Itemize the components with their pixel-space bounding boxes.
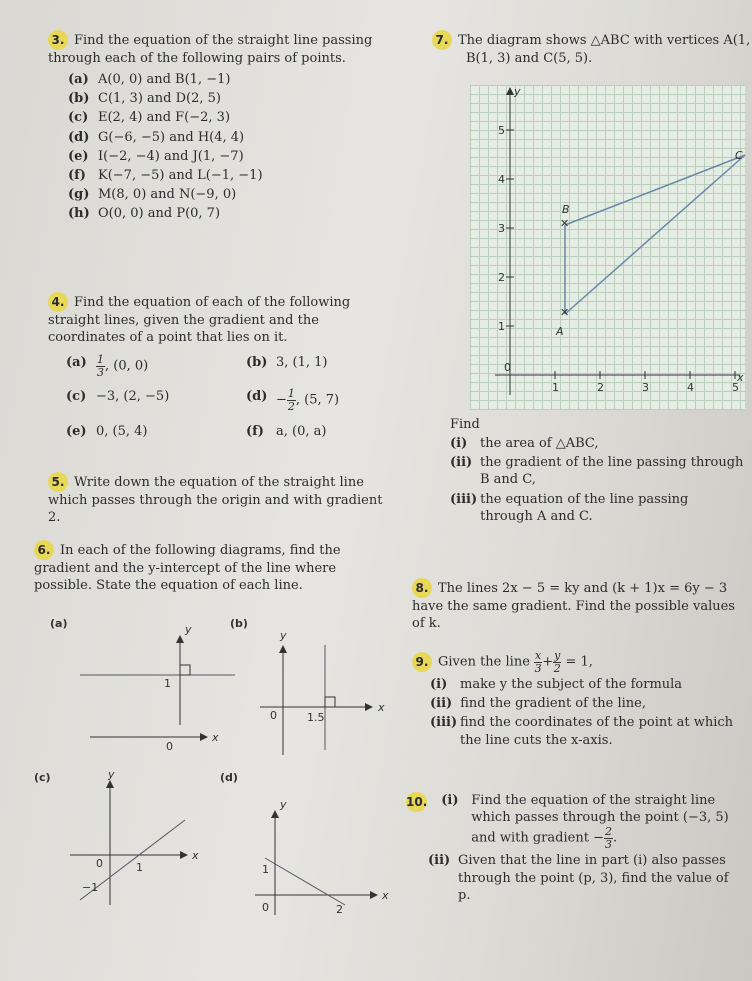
x-tick-label: 5 <box>732 381 739 394</box>
y-tick-label: 2 <box>498 271 505 284</box>
svg-text:0: 0 <box>262 901 269 914</box>
question-text: Find the equation of the straight line which passes through the point (−3, 5) and with gradient <box>471 793 729 846</box>
part-text: O(0, 0) and P(0, 7) <box>98 206 221 222</box>
fraction: $\frac{y}{2}$ <box>553 649 561 675</box>
question-6 <box>34 540 394 594</box>
diagram-label: (a) <box>50 617 68 630</box>
question-number: 7. <box>432 30 452 50</box>
part-text: the gradient of the line passing through B and C, <box>480 455 744 488</box>
svg-text:x: x <box>192 849 199 862</box>
y-tick-label: 5 <box>498 124 505 137</box>
question-part <box>430 714 742 748</box>
fraction: $\frac{x}{3}$ <box>534 649 542 675</box>
part-text: M(8, 0) and N(−9, 0) <box>98 187 237 203</box>
question-text: Write down the equation of the straight line which passes through the origin and with gradient 2. <box>48 475 383 526</box>
part-label: (f) <box>68 167 86 183</box>
axis-label: x <box>737 371 744 384</box>
svg-text:1: 1 <box>136 861 143 874</box>
part-label: (a) <box>68 72 89 88</box>
part-label: (i) <box>430 677 448 693</box>
question-part <box>68 71 388 88</box>
part-text: −3, (2, −5) <box>96 389 170 405</box>
question-part <box>450 435 745 452</box>
question-part <box>246 423 406 440</box>
part-text: G(−6, −5) and H(4, 4) <box>98 129 245 145</box>
x-tick-label: 4 <box>687 381 694 394</box>
x-tick-label: 2 <box>597 381 604 394</box>
part-text: 3, (1, 1) <box>276 355 328 371</box>
question-number: 3. <box>48 30 68 50</box>
origin-label: 0 <box>504 361 511 374</box>
point-label-c: C <box>735 149 743 162</box>
point-a-marker: ✕ <box>560 306 570 319</box>
svg-text:y: y <box>280 798 287 811</box>
line-bc <box>565 155 745 225</box>
y-tick-label: 1 <box>498 320 505 333</box>
question-part <box>68 129 388 146</box>
point-b-marker: ✕ <box>560 217 570 230</box>
svg-text:1: 1 <box>262 863 269 876</box>
part-label: (f) <box>246 423 264 439</box>
svg-text:y: y <box>280 629 287 642</box>
x-tick-label: 1 <box>552 381 559 394</box>
svg-text:0: 0 <box>270 709 277 722</box>
part-text: make y the subject of the formula <box>460 677 683 693</box>
question-part <box>66 423 246 440</box>
part-text: a, (0, a) <box>276 423 327 439</box>
question-7 <box>432 30 752 67</box>
axis-label: y <box>185 623 192 636</box>
part-text: C(1, 3) and D(2, 5) <box>98 91 221 107</box>
part-text: A(0, 0) and B(1, −1) <box>98 72 231 88</box>
part-label: (a) <box>66 355 87 371</box>
part-label: (b) <box>68 91 90 107</box>
question-3 <box>48 30 388 224</box>
question-5 <box>48 472 393 526</box>
question-part <box>430 695 742 712</box>
part-text: E(2, 4) and F(−2, 3) <box>98 110 231 126</box>
question-text: Find the equation of the straight line passing through each of the following pairs of points. <box>48 33 373 66</box>
question-part <box>68 109 388 126</box>
part-label: (c) <box>68 110 89 126</box>
question-part <box>246 354 406 378</box>
part-label: (c) <box>66 389 87 405</box>
question-text: The lines 2x − 5 = ky and (k + 1)x = 6y − 3 have the same gradient. Find the possible values of k. <box>412 581 735 632</box>
svg-text:y: y <box>108 768 115 781</box>
part-label: (i) <box>450 436 468 452</box>
question-text: B(1, 3) and C(5, 5). <box>466 51 593 66</box>
question-part <box>68 186 388 203</box>
svg-text:x: x <box>382 889 389 902</box>
question-text: Given the line <box>438 654 530 670</box>
question-part <box>430 676 742 693</box>
part-label: (h) <box>68 206 90 222</box>
line <box>265 858 345 905</box>
question-text: Find the equation of each of the following straight lines, given the gradient and the coordinates of a point that lies on it. <box>48 295 351 346</box>
axis-label: y <box>514 85 521 98</box>
svg-text:2: 2 <box>336 903 343 916</box>
part-label: (d) <box>68 129 90 145</box>
question-part <box>68 205 388 222</box>
question-number: 5. <box>48 472 68 492</box>
part-label: (ii) <box>430 696 453 712</box>
question-number: 10. <box>406 792 427 812</box>
question-part <box>68 148 388 165</box>
part-label: (iii) <box>430 715 458 731</box>
part-text: the area of △ABC, <box>480 436 599 452</box>
question-text: In each of the following diagrams, find the gradient and the y-intercept of the line where possible. State the equation of each line. <box>34 543 341 594</box>
question-part <box>246 388 406 412</box>
line-ac <box>565 155 745 314</box>
question-number: 4. <box>48 292 68 312</box>
svg-text:1.5: 1.5 <box>307 711 325 724</box>
point-label-b: B <box>562 203 570 216</box>
find-label: Find <box>450 417 480 432</box>
point-label-a: A <box>556 325 564 338</box>
question-part <box>450 491 745 525</box>
question-9: 9. Given the line $\frac{x}{3}$ + $\frac{y}{2}$ = 1, (i) make y the subject of the formula (ii) find the gradient of the line, (iii) find the coordinates of the point at which the line cuts the x-axis. <box>412 650 742 751</box>
svg-text:0: 0 <box>96 857 103 870</box>
q7-graph <box>470 85 745 410</box>
question-8 <box>412 578 742 632</box>
question-part <box>68 167 388 184</box>
svg-text:x: x <box>378 701 385 714</box>
part-text: find the coordinates of the point at which the line cuts the x-axis. <box>460 715 734 748</box>
svg-text:(c): (c) <box>34 771 51 784</box>
y-tick-label: 3 <box>498 222 505 235</box>
part-text: 0, (5, 4) <box>96 423 148 439</box>
fraction: $\frac{2}{3}$ <box>604 825 612 851</box>
part-label: (iii) <box>450 491 478 507</box>
fraction: $\frac{1}{2}$ <box>287 387 295 413</box>
fraction: $\frac{1}{3}$ <box>97 353 104 379</box>
question-text: The diagram shows △ABC with vertices A(1, <box>458 33 751 48</box>
part-label: (b) <box>246 355 268 371</box>
q6-diagrams <box>34 615 400 955</box>
question-part <box>450 454 745 488</box>
part-text: − $\frac{1}{2}$ , (5, 7) <box>276 387 340 413</box>
question-part <box>66 354 246 378</box>
diagram-label: (b) <box>230 617 248 630</box>
part-text: the equation of the line passing through A and C. <box>480 491 689 524</box>
tick-label: 1 <box>164 677 171 690</box>
part-text: K(−7, −5) and L(−1, −1) <box>98 167 263 183</box>
part-label: (ii) <box>450 455 473 471</box>
question-7-parts <box>450 416 745 527</box>
part-text: I(−2, −4) and J(1, −7) <box>98 148 244 164</box>
part-label: (e) <box>66 423 87 439</box>
question-number: 6. <box>34 540 54 560</box>
question-part <box>66 388 246 412</box>
y-tick-label: 4 <box>498 173 505 186</box>
part-label: (g) <box>68 187 90 203</box>
part-label: (d) <box>246 389 268 405</box>
axis-label: x <box>212 731 219 744</box>
x-tick-label: 3 <box>642 381 649 394</box>
question-10: 10. (i) Find the equation of the straight line which passes through the point (−3, 5) and with gradient − $\frac{2}{3}$ . (ii) Given that the line in part (i) also passes through the point (p, 3), find the value of p. <box>406 790 741 906</box>
question-text: Given that the line in part (i) also passes through the point (p, 3), find the value of p. <box>458 853 729 903</box>
question-4 <box>48 292 398 442</box>
part-text: $\frac{1}{3}$ , (0, 0) <box>97 353 149 379</box>
origin-label: 0 <box>166 740 173 753</box>
question-part <box>68 90 388 107</box>
svg-text:(d): (d) <box>220 771 238 784</box>
svg-text:−1: −1 <box>82 881 99 894</box>
question-number: 8. <box>412 578 432 598</box>
question-number: 9. <box>412 652 432 672</box>
part-text: find the gradient of the line, <box>460 696 647 712</box>
part-label: (e) <box>68 148 89 164</box>
